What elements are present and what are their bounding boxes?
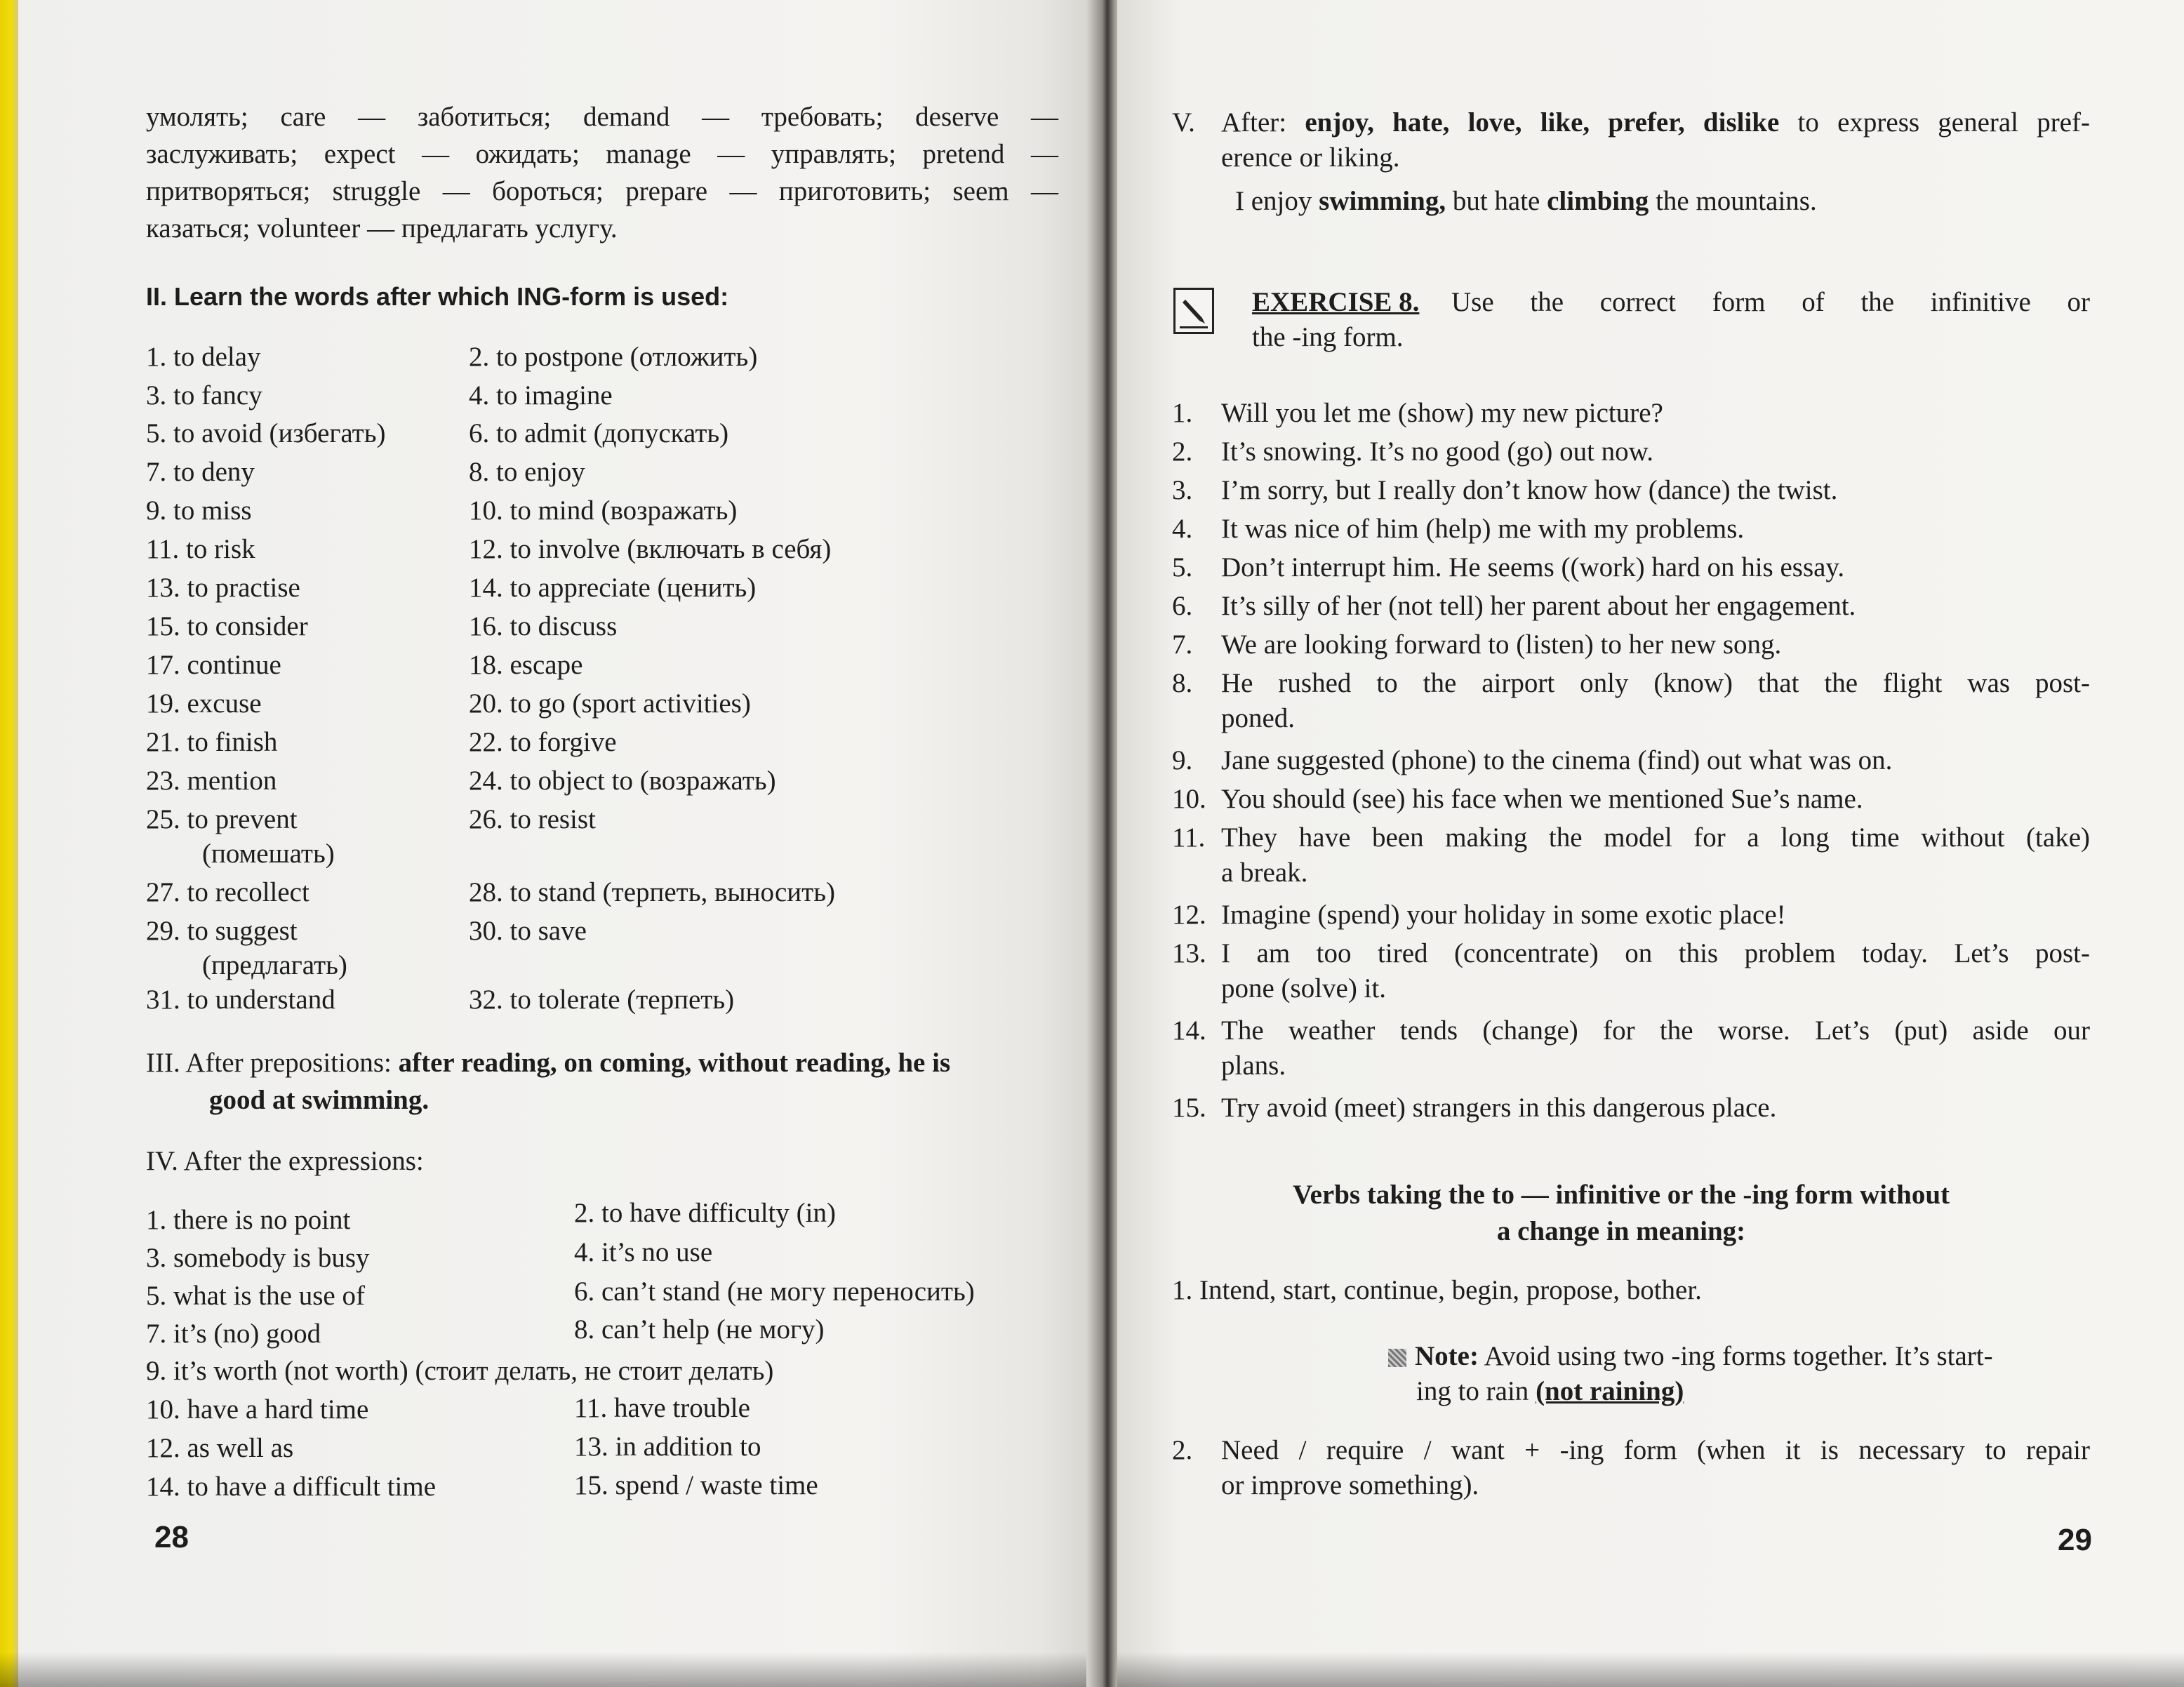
- page-shadow: [0, 1652, 1095, 1687]
- pencil-icon: [1173, 288, 1214, 334]
- v-suffix: to express general pref-: [1797, 107, 2090, 138]
- ing-word: 14. to appreciate (ценить): [469, 573, 757, 603]
- note-text: Avoid using two -ing forms together. It’s start-: [1484, 1341, 1993, 1371]
- ing-word: 8. to enjoy: [469, 457, 585, 487]
- ing-word: 30. to save: [469, 916, 587, 946]
- page-number: 28: [154, 1520, 189, 1554]
- exercise-item-text: Try avoid (meet) strangers in this dangerous place.: [1221, 1093, 1777, 1123]
- exercise-item-text: The weather tends (change) for the worse. Let’s (put) aside our: [1221, 1015, 2090, 1046]
- exercise-item-number: 5.: [1172, 552, 1193, 582]
- ing-word: 27. to recollect: [146, 877, 309, 907]
- ing-word: 13. to practise: [146, 573, 300, 603]
- ing-word: 23. mention: [146, 766, 277, 796]
- intro-line-1: умолять; care — заботиться; demand — требовать; deserve —: [146, 102, 1058, 132]
- v-example: [1235, 182, 1817, 220]
- exercise-item-number: 1.: [1172, 398, 1193, 428]
- ing-word: 20. to go (sport activities): [469, 688, 751, 719]
- v-example-text: I enjoy: [1235, 186, 1312, 216]
- section-iii-examples: after reading, on coming, without reading, he is: [398, 1048, 951, 1078]
- verbs-heading-2: a change in meaning:: [1496, 1216, 1746, 1246]
- exercise-item-number: 9.: [1172, 745, 1193, 775]
- expression: 10. have a hard time: [146, 1394, 369, 1425]
- intro-line-2: заслуживать; expect — ожидать; manage — управлять; pretend —: [146, 139, 1058, 169]
- expression: 5. what is the use of: [146, 1281, 365, 1311]
- exercise-instructions: Use the correct form of the infinitive or: [1451, 287, 2090, 317]
- expression: 9. it’s worth (not worth) (стоит делать, не стоит делать): [146, 1356, 774, 1386]
- v-verbs: enjoy, hate, love, like, prefer, dislike: [1305, 107, 1780, 138]
- v-rule-line-2: erence or liking.: [1221, 142, 1400, 173]
- ing-word: 16. to discuss: [469, 611, 618, 641]
- v-label: V.: [1172, 107, 1195, 138]
- exercise-item-text: a break.: [1221, 858, 1308, 888]
- exercise-item-text: We are looking forward to (listen) to her new song.: [1221, 629, 1782, 660]
- expression: 8. can’t help (не могу): [574, 1314, 825, 1345]
- book-edge: [0, 0, 18, 1687]
- exercise-item-text: It’s silly of her (not tell) her parent about her engagement.: [1221, 591, 1856, 621]
- expression: 7. it’s (no) good: [146, 1319, 321, 1349]
- section-iv-heading: IV. After the expressions:: [146, 1146, 424, 1176]
- exercise-item-number: 12.: [1172, 900, 1206, 930]
- note-underlined: (not raining): [1536, 1376, 1684, 1406]
- ing-word: 11. to risk: [146, 534, 255, 564]
- exercise-item-text: poned.: [1221, 703, 1296, 733]
- exercise-title: EXERCISE 8.: [1252, 287, 1420, 317]
- ing-word: 5. to avoid (избегать): [146, 418, 386, 448]
- v-example-bold: climbing: [1547, 186, 1649, 216]
- ing-word: 12. to involve (включать в себя): [469, 534, 832, 564]
- ing-word: 10. to mind (возражать): [469, 495, 738, 526]
- ing-word-gloss: (помешать): [202, 839, 335, 869]
- intro-line-4: казаться; volunteer — предлагать услугу.: [146, 213, 618, 244]
- ing-word: 2. to postpone (отложить): [469, 342, 758, 372]
- exercise-item-number: 13.: [1172, 938, 1206, 968]
- note-label: Note:: [1415, 1341, 1479, 1371]
- ing-word: 28. to stand (терпеть, выносить): [469, 877, 835, 907]
- exercise-item-number: 10.: [1172, 784, 1206, 814]
- ing-word: 31. to understand: [146, 985, 335, 1015]
- note-line-2: [1416, 1373, 1684, 1410]
- ing-word: 32. to tolerate (терпеть): [469, 985, 735, 1015]
- exercise-item-number: 3.: [1172, 475, 1193, 505]
- exercise-item-number: 6.: [1172, 591, 1193, 621]
- note-line-1: [1388, 1338, 1993, 1375]
- exercise-item-number: 7.: [1172, 629, 1193, 660]
- section-iii-prefix: III. After prepositions:: [146, 1048, 392, 1078]
- expression: 13. in addition to: [574, 1432, 761, 1462]
- ing-word-gloss: (предлагать): [202, 950, 347, 980]
- ing-word: 25. to prevent: [146, 804, 298, 834]
- expression: 2. to have difficulty (in): [574, 1198, 836, 1228]
- ing-word: 22. to forgive: [469, 727, 617, 757]
- verbs-item-1: 1. Intend, start, continue, begin, propose, bother.: [1172, 1275, 1702, 1305]
- v-rule-line-1: [1221, 104, 2090, 141]
- note-text: ing to rain: [1416, 1376, 1529, 1406]
- note-icon: [1388, 1349, 1406, 1367]
- verbs-heading-1: Verbs taking the to — infinitive or the -ing form without: [1293, 1180, 1950, 1210]
- book-spine: [1086, 0, 1121, 1687]
- exercise-item-text: Don’t interrupt him. He seems ((work) hard on his essay.: [1221, 552, 1845, 582]
- expression: 12. as well as: [146, 1433, 294, 1463]
- intro-line-3: притворяться; struggle — бороться; prepare — приготовить; seem —: [146, 176, 1058, 206]
- ing-word: 18. escape: [469, 650, 583, 680]
- exercise-item-text: I am too tired (concentrate) on this problem today. Let’s post-: [1221, 938, 2090, 968]
- verbs-item-2-line-1: Need / require / want + -ing form (when it is necessary to repair: [1221, 1435, 2090, 1465]
- ing-word: 3. to fancy: [146, 380, 262, 411]
- exercise-item-text: Imagine (spend) your holiday in some exotic place!: [1221, 900, 1786, 930]
- exercise-item-text: Jane suggested (phone) to the cinema (find) out what was on.: [1221, 745, 1893, 775]
- expression: 1. there is no point: [146, 1205, 351, 1235]
- expression: 14. to have a difficult time: [146, 1472, 437, 1502]
- ing-word: 7. to deny: [146, 457, 255, 487]
- ing-word: 21. to finish: [146, 727, 278, 757]
- page-shadow: [1117, 1652, 2184, 1687]
- ing-word: 17. continue: [146, 650, 281, 680]
- exercise-item-text: You should (see) his face when we mentioned Sue’s name.: [1221, 784, 1863, 814]
- v-example-bold: swimming,: [1319, 186, 1446, 216]
- exercise-item-number: 15.: [1172, 1093, 1206, 1123]
- v-example-text: the mountains.: [1656, 186, 1817, 216]
- expression: 3. somebody is busy: [146, 1243, 370, 1273]
- expression: 11. have trouble: [574, 1393, 750, 1423]
- verbs-item-2-line-2: or improve something).: [1221, 1470, 1479, 1500]
- ing-word: 1. to delay: [146, 342, 261, 372]
- exercise-item-text: He rushed to the airport only (know) that the flight was post-: [1221, 668, 2090, 698]
- page-number: 29: [2058, 1523, 2092, 1557]
- exercise-item-number: 2.: [1172, 436, 1193, 467]
- expression: 15. spend / waste time: [574, 1470, 818, 1500]
- exercise-item-number: 4.: [1172, 514, 1193, 544]
- section-ii-heading: II. Learn the words after which ING-form is used:: [146, 282, 729, 311]
- ing-word: 4. to imagine: [469, 380, 613, 411]
- exercise-item-text: Will you let me (show) my new picture?: [1221, 398, 1663, 428]
- exercise-item-text: It’s snowing. It’s no good (go) out now.: [1221, 436, 1654, 467]
- ing-word: 19. excuse: [146, 688, 262, 719]
- ing-word: 9. to miss: [146, 495, 252, 526]
- exercise-header: [1252, 284, 1419, 321]
- v-prefix: After:: [1221, 107, 1287, 138]
- ing-word: 24. to object to (возражать): [469, 766, 776, 796]
- expression: 4. it’s no use: [574, 1237, 713, 1267]
- exercise-item-number: 14.: [1172, 1015, 1206, 1046]
- exercise-item-number: 8.: [1172, 668, 1193, 698]
- ing-word: 6. to admit (допускать): [469, 418, 729, 448]
- exercise-instructions-2: the -ing form.: [1252, 322, 1404, 352]
- exercise-item-text: pone (solve) it.: [1221, 973, 1387, 1003]
- verbs-item-2-number: 2.: [1172, 1435, 1193, 1465]
- section-iii: [146, 1044, 950, 1081]
- section-iii-examples-2: good at swimming.: [209, 1085, 430, 1115]
- ing-word: 26. to resist: [469, 804, 596, 834]
- exercise-item-text: plans.: [1221, 1051, 1286, 1081]
- v-example-text: but hate: [1452, 186, 1540, 216]
- exercise-item-text: They have been making the model for a long time without (take): [1221, 822, 2090, 853]
- ing-word: 29. to suggest: [146, 916, 298, 946]
- right-page: [1117, 0, 2184, 1687]
- ing-word: 15. to consider: [146, 611, 308, 641]
- exercise-item-number: 11.: [1172, 822, 1206, 853]
- expression: 6. can’t stand (не могу переносить): [574, 1276, 975, 1307]
- exercise-item-text: It was nice of him (help) me with my problems.: [1221, 514, 1745, 544]
- exercise-item-text: I’m sorry, but I really don’t know how (dance) the twist.: [1221, 475, 1838, 505]
